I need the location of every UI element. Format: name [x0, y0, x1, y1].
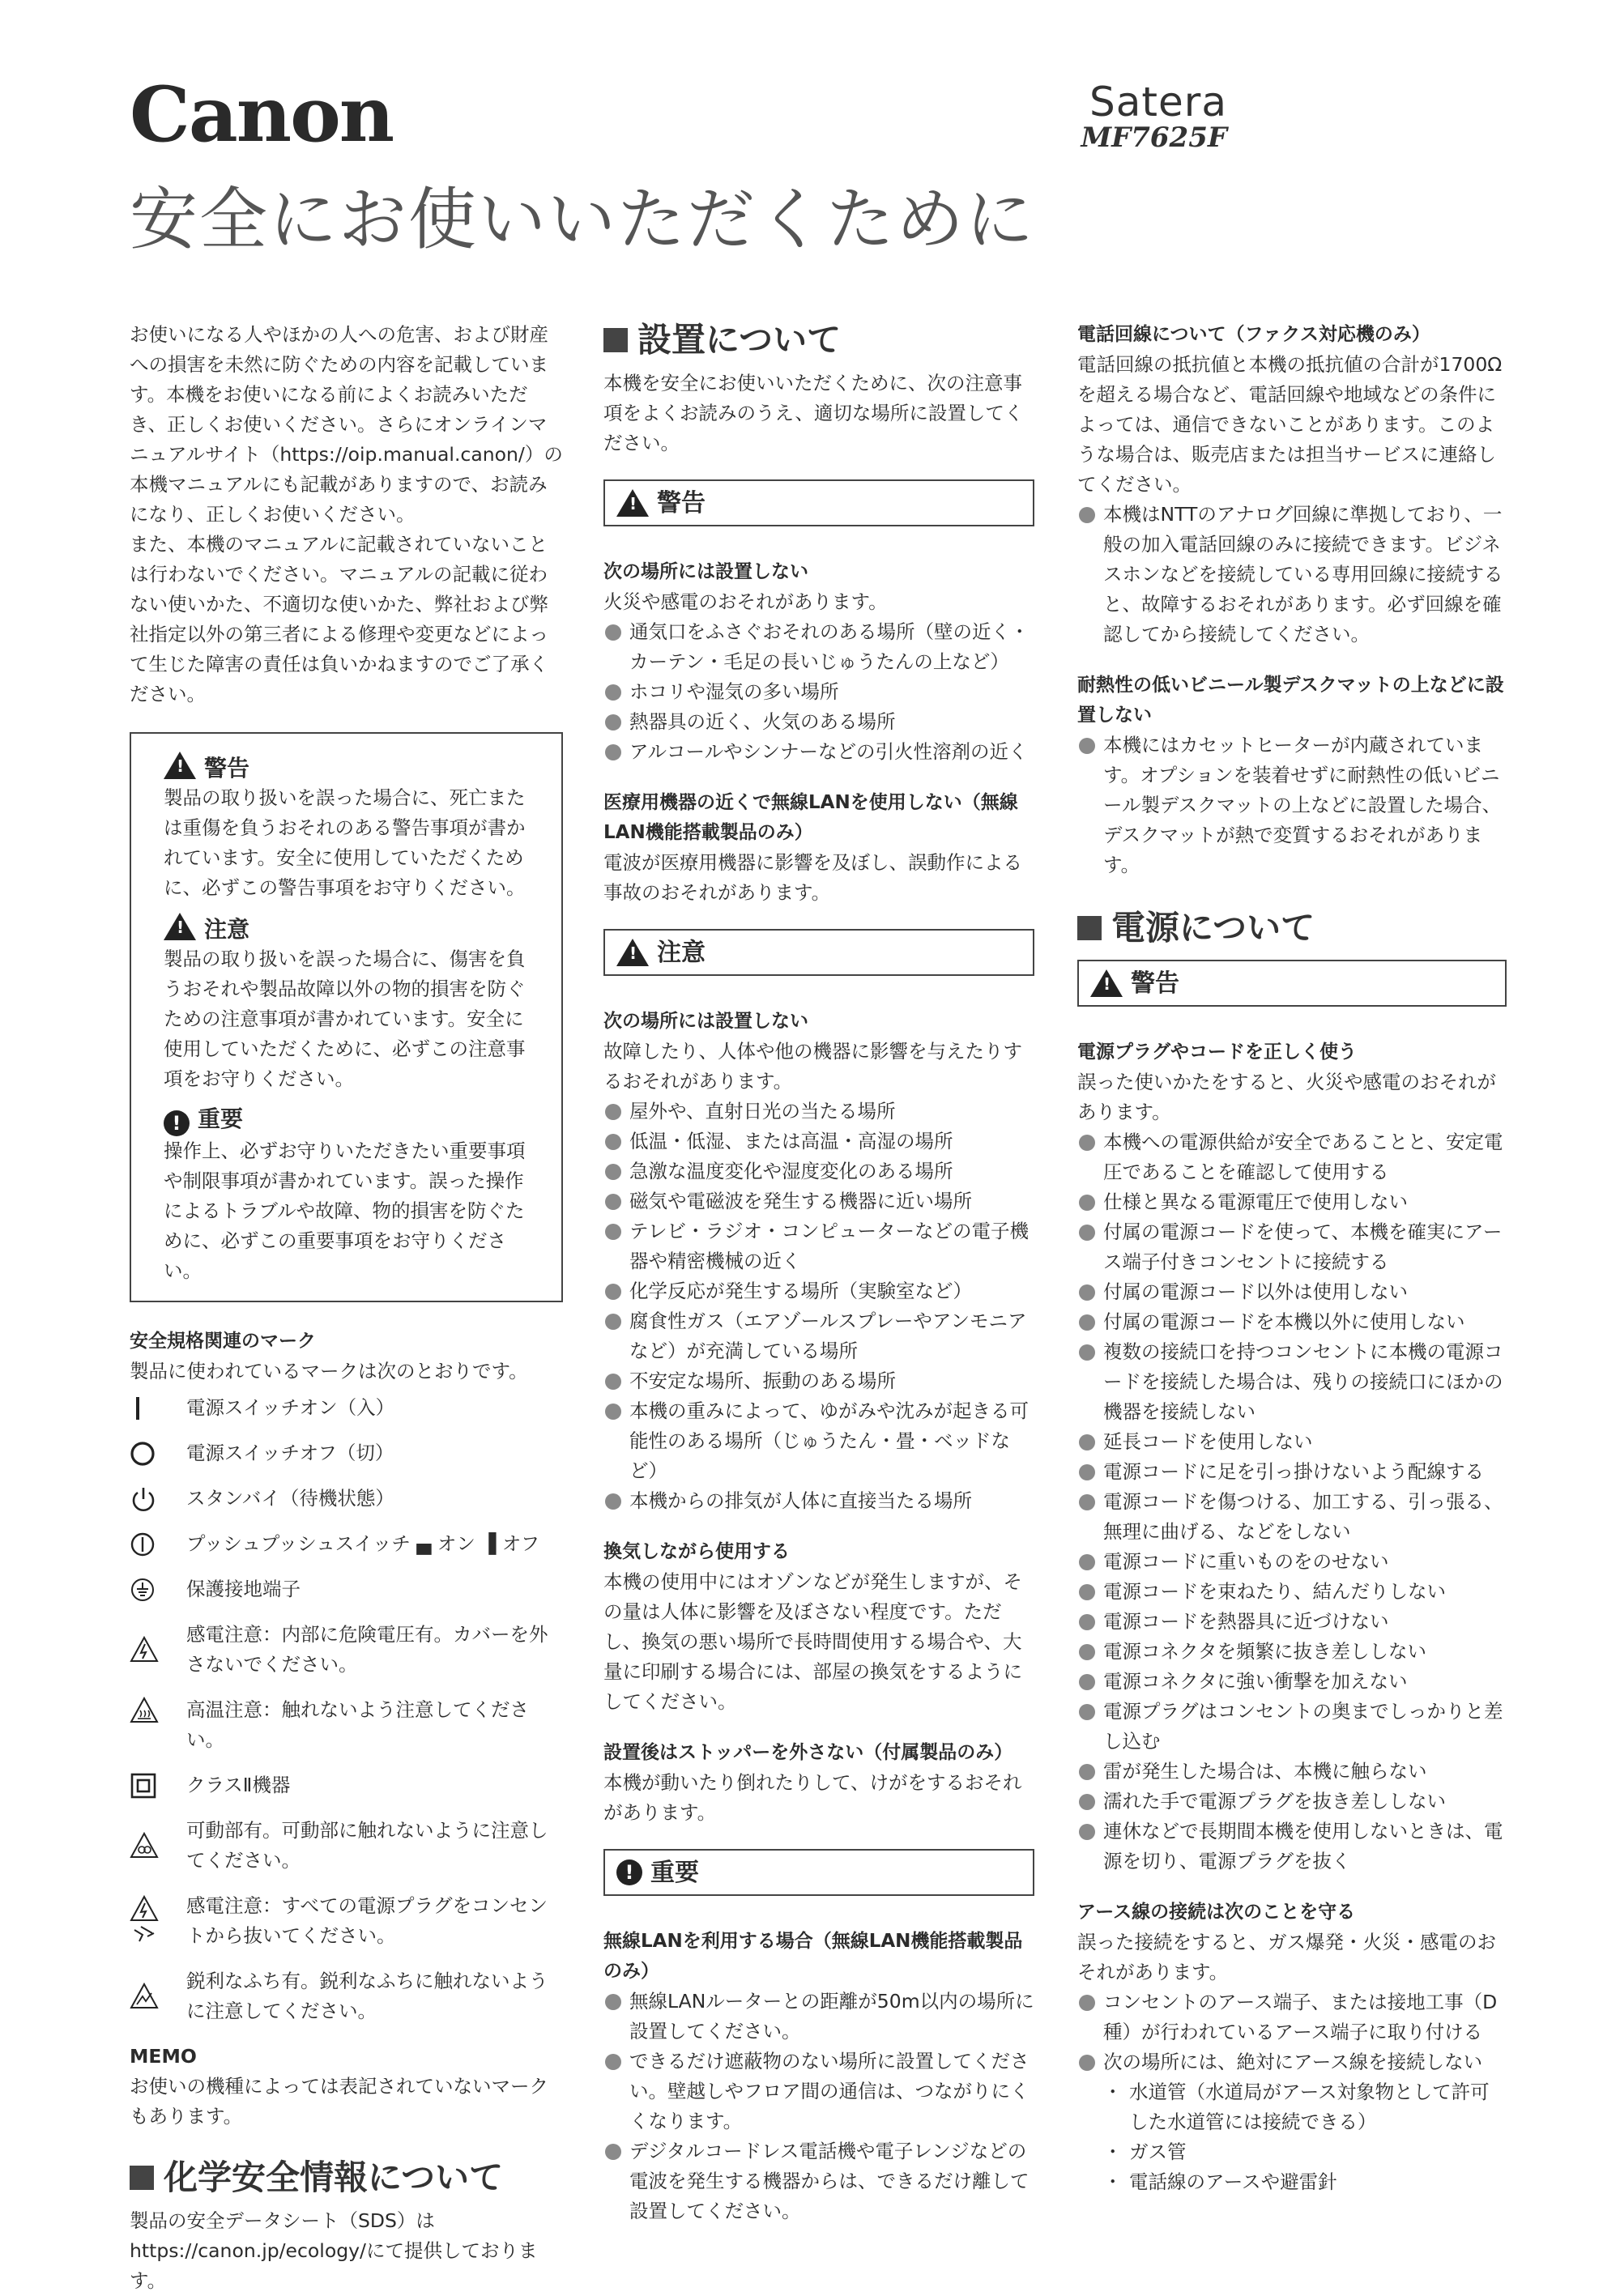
list-item: 延長コードを使用しない	[1077, 1427, 1507, 1457]
list-item: 雷が発生した場合は、本機に触らない	[1077, 1757, 1507, 1787]
mark-row: 高温注意：触れないよう注意してください。	[130, 1695, 563, 1755]
caution-icon	[164, 913, 196, 940]
list-item: 付属の電源コードを使って、本機を確実にアース端子付きコンセントに接続する	[1077, 1217, 1507, 1277]
marks-heading: 安全規格関連のマーク	[130, 1331, 316, 1352]
list-item: ・ ガス管	[1103, 2137, 1507, 2167]
subheading: 医療用機器の近くで無線LANを使用しない（無線LAN機能搭載製品のみ）	[603, 792, 1018, 844]
list-item: 無線LANルーターとの距離が50m以内の場所に設置してください。	[603, 1987, 1034, 2047]
square-bullet-icon	[1077, 916, 1102, 940]
subheading: 設置後はストッパーを外さない（付属製品のみ）	[603, 1742, 1013, 1764]
class2-icon	[130, 1770, 162, 1800]
list-item: 仕様と異なる電源電圧で使用しない	[1077, 1187, 1507, 1217]
legend-important-head: ! 重要	[164, 1104, 535, 1136]
subheading: 耐熱性の低いビニール製デスクマットの上などに設置しない	[1077, 675, 1504, 726]
list-item: 不安定な場所、振動のある場所	[603, 1366, 1034, 1396]
list-item: 電源コネクタに強い衝撃を加えない	[1077, 1667, 1507, 1697]
column-3: 電話回線について（ファクス対応機のみ） 電話回線の抵抗値と本機の抵抗値の合計が1700Ωを超える場合など、電話回線や地域などの条件によっては、通信できないことがあります。このような場合は、販売店または担当サービスに連絡してください。 本機はNTTのアナログ回線に準拠しており、一般の加入電話回線のみに接続できます。ビジネスホンなどを接続している専用回線に接続すると、故障するおそれがあります。必ず回線を確認してから接続してください。 耐熱性の低いビニール製デスクマットの上などに設置しない 本機にはカセットヒーターが内蔵されています。オプションを装着せずに耐熱性の低いビニール製デスクマットの上などに設置した場合、デスクマットが熱で変質するおそれがあります。 電源について ! 警告 電源プラグやコードを正しく使う 誤った使いかたをすると、火災や感電のおそれがあります。 本機への電源供給が安全であることと、安定電圧であることを確認して使用する 仕様と異なる電源電圧で使用しない 付属の電源コードを使って、本機を確実にアース端子付きコンセントに接続する 付属の電源コード以外は使用しない 付属の電源コードを本機以外に使用しない 複数の接続口を持つコンセントに本機の電源コードを接続した場合は、残りの接続口にほかの機器を接続しない 延長コードを使用しない 電源コードに足を引っ掛けないよう配線する 電源コードを傷つける、加工する、引っ張る、無理に曲げる、などをしない 電源コードに重いものをのせない 電源コードを束ねたり、結んだりしない 電源コードを熱器具に近づけない 電源コネクタを頻繁に抜き差ししない 電源コネクタに強い衝撃を加えない 電源プラグはコンセントの奥までしっかりと差し込む 雷が発生した場合は、本機に触らない 濡れた手で電源プラグを抜き差ししない 連休などで長期間本機を使用しないときは、電源を切り、電源プラグを抜く アース線の接続は次のことを守る 誤った接続をすると、ガス爆発・火災・感電のおそれがあります。 コンセントのアース端子、または接地工事（D種）が行われているアース端子に取り付ける 次の場所には、絶対にアース線を接続しない ・ 水道管（水道局がアース対象物として許可した水道管には接続できる） ・ ガス管 ・ 電話線のアースや避雷針	[1077, 320, 1507, 2197]
important-icon: !	[616, 1859, 642, 1885]
bullet-list	[603, 617, 1034, 767]
legend-caution-head: !注意	[164, 913, 535, 944]
chemical-section-title: 化学安全情報について	[130, 2158, 563, 2198]
subheading: 次の場所には設置しない	[603, 561, 808, 583]
legend-important-text: 操作上、必ずお守りいただきたい重要事項や制限事項が書かれています。誤った操作によるトラブルや故障、物的損害を防ぐために、必ずこの重要事項をお守りください。	[164, 1139, 526, 1282]
subheading: 無線LANを利用する場合（無線LAN機能搭載製品のみ）	[603, 1931, 1023, 1983]
square-bullet-icon	[603, 328, 628, 352]
subheading: 換気しながら使用する	[603, 1541, 790, 1563]
mark-row: 感電注意：内部に危険電圧有。カバーを外さないでください。	[130, 1620, 563, 1680]
memo-text: お使いの機種によっては表記されていないマークもあります。	[130, 2075, 548, 2128]
list-item: 腐食性ガス（エアゾールスプレーやアンモニアなど）が充満している場所	[603, 1306, 1034, 1366]
page-title: 安全にお使いいただくために	[130, 180, 1036, 259]
list-item: 電源コードに重いものをのせない	[1077, 1547, 1507, 1577]
list-item: 通気口をふさぐおそれのある場所（壁の近く・カーテン・毛足の長いじゅうたんの上など）	[603, 617, 1034, 677]
bullet-list	[603, 1987, 1034, 2226]
product-brand	[1081, 81, 1227, 152]
list-item: 化学反応が発生する場所（実験室など）	[603, 1276, 1034, 1306]
mark-row: 電源スイッチオフ（切）	[130, 1438, 563, 1468]
list-item: 付属の電源コード以外は使用しない	[1077, 1277, 1507, 1307]
power-on-icon	[130, 1393, 162, 1423]
list-item: ホコリや湿気の多い場所	[603, 677, 1034, 707]
list-item: 次の場所には、絶対にアース線を接続しない	[1077, 2047, 1507, 2077]
ground-icon	[130, 1574, 162, 1604]
list-item: 電源コードを傷つける、加工する、引っ張る、無理に曲げる、などをしない	[1077, 1487, 1507, 1547]
marks-intro: 製品に使われているマークは次のとおりです。	[130, 1360, 528, 1382]
moving-parts-icon	[130, 1816, 162, 1876]
caution-icon	[616, 939, 649, 966]
install-warning-header: ! 警告	[603, 479, 1034, 526]
list-item: コンセントのアース端子、または接地工事（D種）が行われているアース端子に取り付ける	[1077, 1987, 1507, 2047]
bullet-list	[1077, 500, 1507, 650]
shock-icon	[130, 1620, 162, 1680]
column-2: 設置について 本機を安全にお使いいただくために、次の注意事項をよくお読みのうえ、適切な場所に設置してください。 ! 警告 次の場所には設置しない 火災や感電のおそれがあります。 通気口をふさぐおそれのある場所（壁の近く・カーテン・毛足の長いじゅうたんの上など） ホコリや湿気の多い場所 熱器具の近く、火気のある場所 アルコールやシンナーなどの引火性溶剤の近く 医療用機器の近くで無線LANを使用しない（無線LAN機能搭載製品のみ） 電波が医療用機器に影響を及ぼし、誤動作による事故のおそれがあります。 ! 注意 次の場所には設置しない 故障したり、人体や他の機器に影響を与えたりするおそれがあります。 屋外や、直射日光の当たる場所 低温・低湿、または高温・高湿の場所 急激な温度変化や湿度変化のある場所 磁気や電磁波を発生する機器に近い場所 テレビ・ラジオ・コンピューターなどの電子機器や精密機械の近く 化学反応が発生する場所（実験室など） 腐食性ガス（エアゾールスプレーやアンモニアなど）が充満している場所 不安定な場所、振動のある場所 本機の重みによって、ゆがみや沈みが起きる可能性のある場所（じゅうたん・畳・ベッドなど） 本機からの排気が人体に直接当たる場所 換気しながら使用する 本機の使用中にはオゾンなどが発生しますが、その量は人体に影響を及ぼさない程度です。ただし、換気の悪い場所で長時間使用する場合や、大量に印刷する場合には、部屋の換気をするようにしてください。 設置後はストッパーを外さない（付属製品のみ） 本機が動いたり倒れたりして、けがをするおそれがあります。 ! 重要 無線LANを利用する場合（無線LAN機能搭載製品のみ） 無線LANルーターとの距離が50m以内の場所に設置してください。 できるだけ遮蔽物のない場所に設置してください。壁越しやフロア間の通信は、つながりにくくなります。 デジタルコードレス電話機や電子レンジなどの電波を発生する機器からは、できるだけ離して設置してください。	[603, 320, 1034, 2226]
list-item: 磁気や電磁波を発生する機器に近い場所	[603, 1186, 1034, 1216]
list-item: デジタルコードレス電話機や電子レンジなどの電波を発生する機器からは、できるだけ離して設置してください。	[603, 2136, 1034, 2226]
warning-icon	[164, 752, 196, 779]
list-item: 本機はNTTのアナログ回線に準拠しており、一般の加入電話回線のみに接続できます。ビジネスホンなどを接続している専用回線に接続すると、故障するおそれがあります。必ず回線を確認してから接続してください。	[1077, 500, 1507, 650]
list-item: 本機への電源供給が安全であることと、安定電圧であることを確認して使用する	[1077, 1127, 1507, 1187]
list-item: 電源コードに足を引っ掛けないよう配線する	[1077, 1457, 1507, 1487]
list-item: 電源コネクタを頻繁に抜き差ししない	[1077, 1637, 1507, 1667]
install-important-header: ! 重要	[603, 1849, 1034, 1896]
subheading: アース線の接続は次のことを守る	[1077, 1902, 1356, 1923]
mark-row: 保護接地端子	[130, 1574, 563, 1604]
list-item: 複数の接続口を持つコンセントに本機の電源コードを接続した場合は、残りの接続口にほかの機器を接続しない	[1077, 1337, 1507, 1427]
marks-list	[130, 1393, 563, 2026]
list-item: 本機からの排気が人体に直接当たる場所	[603, 1486, 1034, 1516]
series-name: Satera	[1089, 79, 1227, 126]
bullet-list	[1077, 1987, 1507, 2077]
sharp-edge-icon	[130, 1966, 162, 2026]
list-item: ・ 電話線のアースや避雷針	[1103, 2167, 1507, 2197]
list-item: 本機にはカセットヒーターが内蔵されています。オプションを装着せずに耐熱性の低いビニール製デスクマットの上などに設置した場合、デスクマットが熱で変質するおそれがあります。	[1077, 731, 1507, 880]
hot-surface-icon	[130, 1695, 162, 1725]
list-item: 屋外や、直射日光の当たる場所	[603, 1097, 1034, 1127]
list-item: できるだけ遮蔽物のない場所に設置してください。壁越しやフロア間の通信は、つながりにくくなります。	[603, 2047, 1034, 2136]
mark-row: スタンバイ（待機状態）	[130, 1484, 563, 1514]
list-item: ・ 水道管（水道局がアース対象物として許可した水道管には接続できる）	[1103, 2077, 1507, 2137]
list-item: 急激な温度変化や湿度変化のある場所	[603, 1157, 1034, 1186]
mark-row: 可動部有。可動部に触れないように注意してください。	[130, 1816, 563, 1876]
model-name: MF7625F	[1081, 121, 1227, 154]
install-caution-header: ! 注意	[603, 929, 1034, 976]
bullet-list	[1077, 731, 1507, 880]
bullet-list	[1077, 1127, 1507, 1876]
push-switch-icon	[130, 1529, 162, 1559]
legend-warning-text: 製品の取り扱いを誤った場合に、死亡または重傷を負うおそれのある警告事項が書かれています。安全に使用していただくために、必ずこの警告事項をお守りください。	[164, 786, 526, 899]
square-bullet-icon	[130, 2166, 154, 2190]
list-item: 低温・低湿、または高温・高湿の場所	[603, 1127, 1034, 1157]
list-item: 電源コードを熱器具に近づけない	[1077, 1607, 1507, 1637]
symbol-legend-box	[130, 732, 563, 1302]
list-item: 電源コードを束ねたり、結んだりしない	[1077, 1577, 1507, 1607]
mark-row: プッシュプッシュスイッチ ▄ オン ▐ オフ	[130, 1529, 563, 1559]
warning-icon	[616, 489, 649, 517]
list-item: 濡れた手で電源プラグを抜き差ししない	[1077, 1787, 1507, 1817]
power-section-title: 電源について	[1077, 908, 1507, 948]
install-section-title: 設置について	[603, 320, 1034, 360]
install-intro: 本機を安全にお使いいただくために、次の注意事項をよくお読みのうえ、適切な場所に設置してください。	[603, 372, 1024, 455]
unplug-icon	[130, 1891, 162, 1951]
subheading: 電源プラグやコードを正しく使う	[1077, 1042, 1357, 1063]
sub-bullet-list	[1103, 2077, 1507, 2197]
legend-warning-head: !警告	[164, 752, 535, 783]
intro-paragraph-2: また、本機のマニュアルに記載されていないことは行わないでください。マニュアルの記載に従わない使いかた、不適切な使いかた、弊社および弊社指定以外の第三者による修理や変更などによって生じた障害の責任は負いかねますのでご了承ください。	[130, 533, 548, 705]
column-1	[130, 320, 563, 2296]
list-item: 本機の重みによって、ゆがみや沈みが起きる可能性のある場所（じゅうたん・畳・ベッドなど）	[603, 1396, 1034, 1486]
list-item: 付属の電源コードを本機以外に使用しない	[1077, 1307, 1507, 1337]
canon-logo: Canon	[130, 70, 394, 160]
chemical-text-2: https://canon.jp/ecology/にて提供しております。	[130, 2239, 538, 2293]
memo-heading: MEMO	[130, 2045, 197, 2068]
mark-row: 電源スイッチオン（入）	[130, 1393, 563, 1423]
legend-caution-text: 製品の取り扱いを誤った場合に、傷害を負うおそれや製品故障以外の物的損害を防ぐための注意事項が書かれています。安全に使用していただくために、必ずこの注意事項をお守りください。	[164, 948, 526, 1090]
mark-row: 感電注意：すべての電源プラグをコンセントから抜いてください。	[130, 1891, 563, 1951]
list-item: 電源プラグはコンセントの奥までしっかりと差し込む	[1077, 1697, 1507, 1757]
list-item: テレビ・ラジオ・コンピューターなどの電子機器や精密機械の近く	[603, 1216, 1034, 1276]
subheading: 電話回線について（ファクス対応機のみ）	[1077, 324, 1430, 345]
power-warning-header: ! 警告	[1077, 960, 1507, 1007]
list-item: 熱器具の近く、火気のある場所	[603, 707, 1034, 737]
bullet-list	[603, 1097, 1034, 1516]
warning-icon	[1090, 969, 1123, 997]
important-icon: !	[164, 1110, 190, 1136]
mark-row: 鋭利なふち有。鋭利なふちに触れないように注意してください。	[130, 1966, 563, 2026]
list-item: アルコールやシンナーなどの引火性溶剤の近く	[603, 737, 1034, 767]
standby-icon	[130, 1484, 162, 1514]
chemical-text-1: 製品の安全データシート（SDS）は	[130, 2209, 435, 2233]
power-off-icon	[130, 1438, 162, 1468]
intro-paragraph-1: お使いになる人やほかの人への危害、および財産への損害を未然に防ぐための内容を記載しています。本機をお使いになる前によくお読みいただき、正しくお使いください。さらにオンラインマニュアルサイト（https://oip.manual.canon/）の本機マニュアルにも記載がありますので、お読みになり、正しくお使いください。	[130, 323, 563, 526]
subheading: 次の場所には設置しない	[603, 1011, 808, 1033]
mark-row: クラスⅡ機器	[130, 1770, 563, 1800]
list-item: 連休などで長期間本機を使用しないときは、電源を切り、電源プラグを抜く	[1077, 1817, 1507, 1876]
